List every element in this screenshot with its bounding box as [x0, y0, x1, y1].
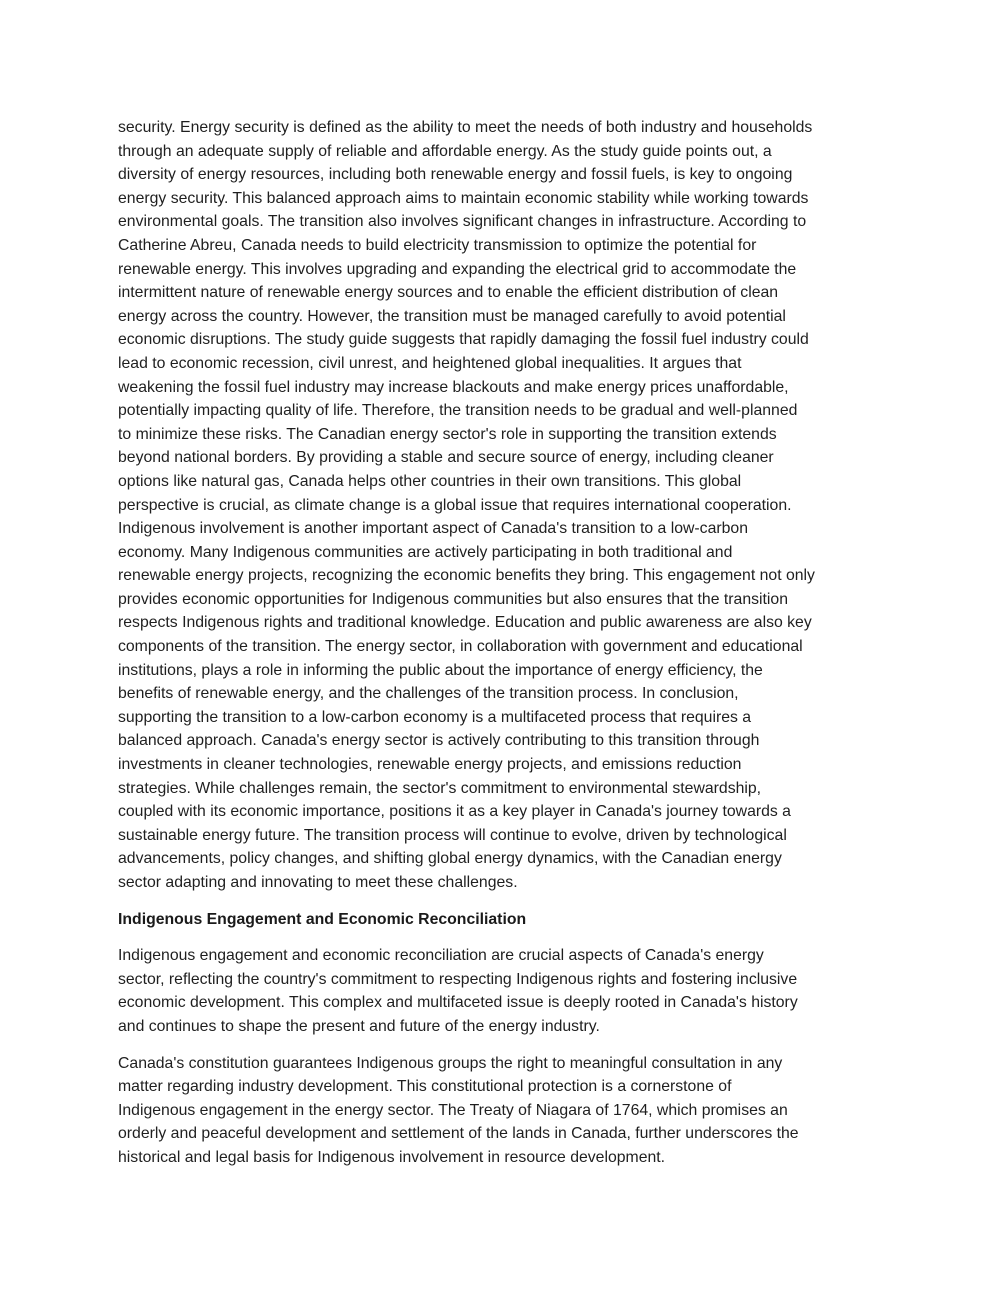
body-paragraph-constitution: Canada's constitution guarantees Indigenous groups the right to meaningful consultation in any matter regarding industry development. This constitutional protection is a cornerstone of Indigenous engagement in the energy sector. The Treaty of Niagara of 1764, which promises an orderly and peaceful development and settlement of the lands in Canada, further underscores the historical and legal basis for Indigenous involvement in resource development.: [118, 1054, 799, 1166]
body-paragraph-energy-transition: security. Energy security is defined as the ability to meet the needs of both industry and households through an adequate supply of reliable and affordable energy. As the study guide points out, a diversity of energy resources, including both renewable energy and fossil fuels, is key to ongoing energy security. This balanced approach aims to maintain economic stability while working towards environmental goals. The transition also involves significant changes in infrastructure. According to Catherine Abreu, Canada needs to build electricity transmission to optimize the potential for renewable energy. This involves upgrading and expanding the electrical grid to accommodate the intermittent nature of renewable energy sources and to enable the efficient distribution of clean energy across the country. However, the transition must be managed carefully to avoid potential economic disruptions. The study guide suggests that rapidly damaging the fossil fuel industry could lead to economic recession, civil unrest, and heightened global inequalities. It argues that weakening the fossil fuel industry may increase blackouts and make energy prices unaffordable, potentially impacting quality of life. Therefore, the transition needs to be gradual and well-planned to minimize these risks. The Canadian energy sector's role in supporting the transition extends beyond national borders. By providing a stable and secure source of energy, including cleaner options like natural gas, Canada helps other countries in their own transitions. This global perspective is crucial, as climate change is a global issue that requires international cooperation. Indigenous involvement is another important aspect of Canada's transition to a low-carbon economy. Many Indigenous communities are actively participating in both traditional and renewable energy projects, recognizing the economic benefits they bring. This engagement not only provides economic opportunities for Indigenous communities but also ensures that the transition respects Indigenous rights and traditional knowledge. Education and public awareness are also key components of the transition. The energy sector, in collaboration with government and educational institutions, plays a role in informing the public about the importance of energy efficiency, the benefits of renewable energy, and the challenges of the transition process. In conclusion, supporting the transition to a low-carbon economy is a multifaceted process that requires a balanced approach. Canada's energy sector is actively contributing to this transition through investments in cleaner technologies, renewable energy projects, and emissions reduction strategies. While challenges remain, the sector's commitment to environmental stewardship, coupled with its economic importance, positions it as a key player in Canada's journey towards a sustainable energy future. The transition process will continue to evolve, driven by technological advancements, policy changes, and shifting global energy dynamics, with the Canadian energy sector adapting and innovating to meet these challenges.: [118, 119, 815, 891]
body-paragraph-indigenous-engagement: Indigenous engagement and economic reconciliation are crucial aspects of Canada's energy sector, reflecting the country's commitment to respecting Indigenous rights and fostering inclusive economic development. This complex and multifaceted issue is deeply rooted in Canada's history and continues to shape the present and future of the energy industry.: [118, 947, 798, 1035]
document-page: [118, 116, 884, 1183]
section-heading: Indigenous Engagement and Economic Reconciliation: [118, 910, 527, 928]
